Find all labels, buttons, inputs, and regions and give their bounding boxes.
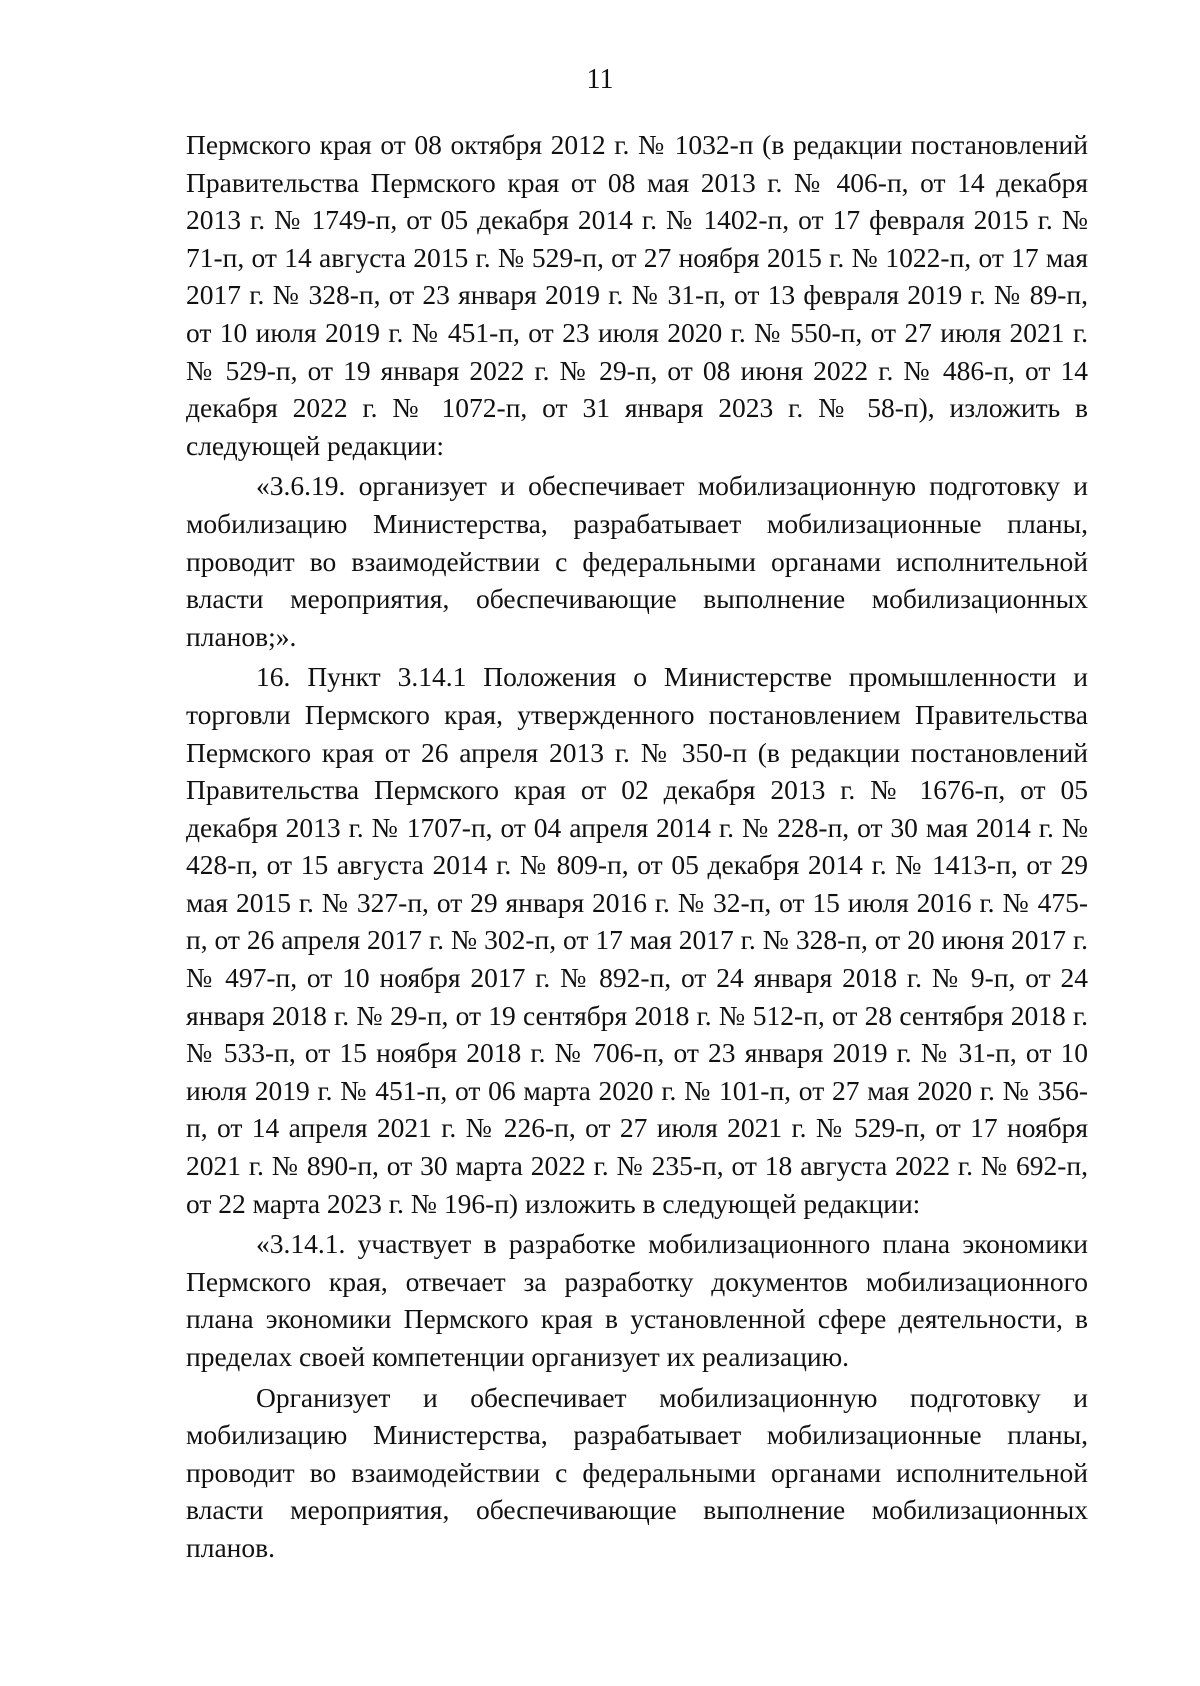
paragraph-clause-3-6-19: «3.6.19. организует и обеспечивает мобилизационную подготовку и мобилизацию Министерства, разрабатывает мобилизационные планы, проводит во взаимодействии с федеральными органами исполнительной власти мероприятия, обеспечивающие выполнение мобилизационных планов;».	[186, 470, 1088, 652]
page-number: 11	[586, 64, 614, 95]
document-body	[186, 126, 1088, 1570]
paragraph-item-16: 16. Пункт 3.14.1 Положения о Министерстве промышленности и торговли Пермского края, утвержденного постановлением Правительства Пермского края от 26 апреля 2013 г. № 350-п (в редакции постановлений Правительства Пермского края от 02 декабря 2013 г. № 1676-п, от 05 декабря 2013 г. № 1707-п, от 04 апреля 2014 г. № 228-п, от 30 мая 2014 г. № 428-п, от 15 августа 2014 г. № 809-п, от 05 декабря 2014 г. № 1413-п, от 29 мая 2015 г. № 327-п, от 29 января 2016 г. № 32-п, от 15 июля 2016 г. № 475-п, от 26 апреля 2017 г. № 302-п, от 17 мая 2017 г. № 328-п, от 20 июня 2017 г. № 497-п, от 10 ноября 2017 г. № 892-п, от 24 января 2018 г. № 9-п, от 24 января 2018 г. № 29-п, от 19 сентября 2018 г. № 512-п, от 28 сентября 2018 г. № 533-п, от 15 ноября 2018 г. № 706-п, от 23 января 2019 г. № 31-п, от 10 июля 2019 г. № 451-п, от 06 марта 2020 г. № 101-п, от 27 мая 2020 г. № 356-п, от 14 апреля 2021 г. № 226-п, от 27 июля 2021 г. № 529-п, от 17 ноября 2021 г. № 890-п, от 30 марта 2022 г. № 235-п, от 18 августа 2022 г. № 692-п, от 22 марта 2023 г. № 196-п) изложить в следующей редакции:	[186, 661, 1088, 1219]
paragraph-mobilization-organization: Организует и обеспечивает мобилизационную подготовку и мобилизацию Министерства, разрабатывает мобилизационные планы, проводит во взаимодействии с федеральными органами исполнительной власти мероприятия, обеспечивающие выполнение мобилизационных планов.	[186, 1381, 1088, 1563]
paragraph-clause-3-14-1: «3.14.1. участвует в разработке мобилизационного плана экономики Пермского края, отвечает за разработку документов мобилизационного плана экономики Пермского края в установленной сфере деятельности, в пределах своей компетенции организует их реализацию.	[186, 1228, 1088, 1372]
paragraph-regulation-amendments: Пермского края от 08 октября 2012 г. № 1032-п (в редакции постановлений Правительства Пермского края от 08 мая 2013 г. № 406-п, от 14 декабря 2013 г. № 1749-п, от 05 декабря 2014 г. № 1402-п, от 17 февраля 2015 г. № 71-п, от 14 августа 2015 г. № 529-п, от 27 ноября 2015 г. № 1022-п, от 17 мая 2017 г. № 328-п, от 23 января 2019 г. № 31-п, от 13 февраля 2019 г. № 89-п, от 10 июля 2019 г. № 451-п, от 23 июля 2020 г. № 550-п, от 27 июля 2021 г. № 529-п, от 19 января 2022 г. № 29-п, от 08 июня 2022 г. № 486-п, от 14 декабря 2022 г. № 1072-п, от 31 января 2023 г. № 58-п), изложить в следующей редакции:	[186, 129, 1088, 461]
